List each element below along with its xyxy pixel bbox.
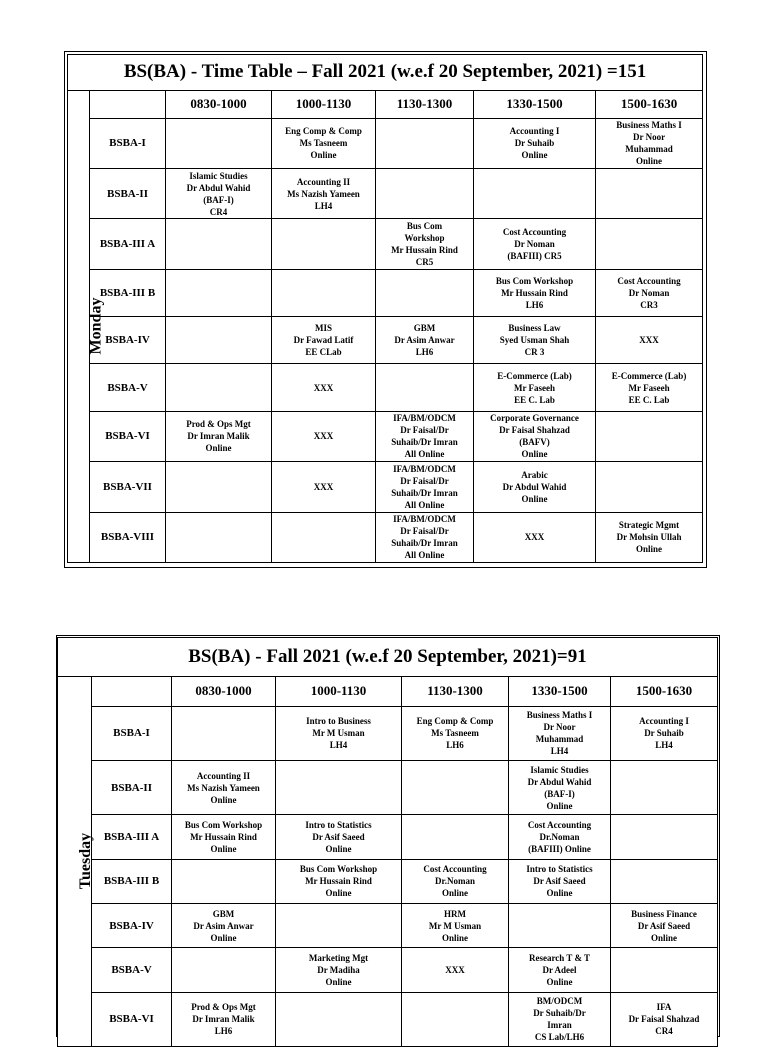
class-name: BSBA-III A (92, 815, 172, 859)
empty-cell (611, 859, 718, 903)
schedule-cell: XXX (402, 948, 509, 992)
empty-cell (376, 118, 474, 168)
schedule-cell: Business Finance Dr Asif Saeed Online (611, 903, 718, 947)
empty-cell (596, 411, 703, 461)
schedule-cell: Intro to Statistics Dr Asif Saeed Online (276, 815, 402, 859)
schedule-cell: Bus Com Workshop Mr Hussain Rind LH6 (474, 269, 596, 316)
empty-cell (376, 169, 474, 219)
timeslot-header: 1500-1630 (611, 676, 718, 706)
empty-cell (474, 169, 596, 219)
schedule-cell: Prod & Ops Mgt Dr Imran Malik Online (166, 411, 272, 461)
schedule-cell: Business Maths I Dr Noor Muhammad LH4 (509, 706, 611, 760)
schedule-cell: Research T & T Dr Adeel Online (509, 948, 611, 992)
empty-cell (166, 219, 272, 269)
schedule-cell: XXX (272, 364, 376, 411)
empty-cell (611, 948, 718, 992)
schedule-cell: Marketing Mgt Dr Madiha Online (276, 948, 402, 992)
empty-cell (166, 364, 272, 411)
day-label-cell (68, 90, 105, 562)
timeslot-header: 1130-1300 (376, 90, 474, 118)
class-name: BSBA-III B (90, 269, 166, 316)
schedule-cell: Islamic Studies Dr Abdul Wahid (BAF-I) CR4 (166, 169, 272, 219)
class-name: BSBA-III A (90, 219, 166, 269)
table-row (68, 118, 703, 168)
class-name: BSBA-I (92, 706, 172, 760)
class-name: BSBA-II (92, 761, 172, 815)
day-label: Tuesday (77, 833, 95, 890)
empty-cell (172, 859, 276, 903)
schedule-cell: Business Law Syed Usman Shah CR 3 (474, 317, 596, 364)
empty-cell (272, 269, 376, 316)
schedule-cell: Intro to Business Mr M Usman LH4 (276, 706, 402, 760)
schedule-cell: XXX (272, 411, 376, 461)
monday-timetable (67, 54, 703, 563)
class-name: BSBA-V (92, 948, 172, 992)
empty-cell (272, 219, 376, 269)
schedule-cell: Business Maths I Dr Noor Muhammad Online (596, 118, 703, 168)
empty-cell (402, 761, 509, 815)
timetable-title: BS(BA) - Fall 2021 (w.e.f 20 September, 2021)=91 (58, 638, 718, 677)
header-blank-cell (92, 676, 172, 706)
empty-cell (166, 512, 272, 563)
schedule-cell: E-Commerce (Lab) Mr Faseeh EE C. Lab (596, 364, 703, 411)
schedule-cell: Intro to Statistics Dr Asif Saeed Online (509, 859, 611, 903)
schedule-cell: IFA/BM/ODCM Dr Faisal/Dr Suhaib/Dr Imran All Online (376, 462, 474, 512)
empty-cell (172, 706, 276, 760)
day-label: Monday (87, 298, 105, 355)
schedule-cell: MIS Dr Fawad Latif EE CLab (272, 317, 376, 364)
empty-cell (276, 992, 402, 1046)
empty-cell (596, 462, 703, 512)
class-name: BSBA-VII (90, 462, 166, 512)
table-row (68, 169, 703, 219)
timeslot-header: 1000-1130 (276, 676, 402, 706)
schedule-cell: E-Commerce (Lab) Mr Faseeh EE C. Lab (474, 364, 596, 411)
table-row (68, 411, 703, 461)
schedule-cell: IFA/BM/ODCM Dr Faisal/Dr Suhaib/Dr Imran All Online (376, 512, 474, 563)
empty-cell (611, 815, 718, 859)
class-name: BSBA-I (90, 118, 166, 168)
schedule-cell: Bus Com Workshop Mr Hussain Rind Online (172, 815, 276, 859)
table-row (58, 948, 718, 992)
table-row (58, 992, 718, 1046)
schedule-cell: Accounting I Dr Suhaib Online (474, 118, 596, 168)
table-row (68, 512, 703, 563)
timeslot-header: 0830-1000 (166, 90, 272, 118)
header-blank-cell (90, 90, 166, 118)
table-row (68, 219, 703, 269)
day-label-cell (58, 676, 95, 1046)
empty-cell (376, 269, 474, 316)
table-row (58, 903, 718, 947)
class-name: BSBA-II (90, 169, 166, 219)
schedule-cell: Islamic Studies Dr Abdul Wahid (BAF-I) Online (509, 761, 611, 815)
empty-cell (596, 219, 703, 269)
class-name: BSBA-IV (92, 903, 172, 947)
schedule-cell: Cost Accounting Dr.Noman (BAFIII) Online (509, 815, 611, 859)
schedule-cell: Arabic Dr Abdul Wahid Online (474, 462, 596, 512)
empty-cell (276, 903, 402, 947)
schedule-cell: BM/ODCM Dr Suhaib/Dr Imran CS Lab/LH6 (509, 992, 611, 1046)
empty-cell (402, 815, 509, 859)
empty-cell (166, 317, 272, 364)
table-row (68, 462, 703, 512)
timeslot-header: 1330-1500 (474, 90, 596, 118)
schedule-cell: Accounting I Dr Suhaib LH4 (611, 706, 718, 760)
class-name: BSBA-V (90, 364, 166, 411)
schedule-cell: Accounting II Ms Nazish Yameen LH4 (272, 169, 376, 219)
empty-cell (172, 948, 276, 992)
timeslot-header: 1000-1130 (272, 90, 376, 118)
schedule-cell: Bus Com Workshop Mr Hussain Rind Online (276, 859, 402, 903)
empty-cell (509, 903, 611, 947)
schedule-cell: Bus Com Workshop Mr Hussain Rind CR5 (376, 219, 474, 269)
schedule-cell: Eng Comp & Comp Ms Tasneem Online (272, 118, 376, 168)
schedule-cell: Cost Accounting Dr Noman CR3 (596, 269, 703, 316)
empty-cell (166, 462, 272, 512)
class-name: BSBA-VIII (90, 512, 166, 563)
schedule-cell: Prod & Ops Mgt Dr Imran Malik LH6 (172, 992, 276, 1046)
schedule-cell: Corporate Governance Dr Faisal Shahzad (BAFV) Online (474, 411, 596, 461)
table-row (58, 761, 718, 815)
empty-cell (166, 118, 272, 168)
timeslot-header: 1500-1630 (596, 90, 703, 118)
timeslot-header: 0830-1000 (172, 676, 276, 706)
table-row (58, 815, 718, 859)
schedule-cell: Eng Comp & Comp Ms Tasneem LH6 (402, 706, 509, 760)
empty-cell (402, 992, 509, 1046)
table-row (58, 706, 718, 760)
schedule-cell: Accounting II Ms Nazish Yameen Online (172, 761, 276, 815)
timeslot-header: 1130-1300 (402, 676, 509, 706)
schedule-cell: Strategic Mgmt Dr Mohsin Ullah Online (596, 512, 703, 563)
schedule-cell: Cost Accounting Dr.Noman Online (402, 859, 509, 903)
timetable-title: BS(BA) - Time Table – Fall 2021 (w.e.f 20 September, 2021) =151 (68, 55, 703, 91)
timeslot-header: 1330-1500 (509, 676, 611, 706)
class-name: BSBA-III B (92, 859, 172, 903)
schedule-cell: XXX (272, 462, 376, 512)
table-row (68, 269, 703, 316)
schedule-cell: IFA/BM/ODCM Dr Faisal/Dr Suhaib/Dr Imran All Online (376, 411, 474, 461)
empty-cell (166, 269, 272, 316)
class-name: BSBA-VI (90, 411, 166, 461)
schedule-cell: XXX (596, 317, 703, 364)
table-row (68, 364, 703, 411)
table-row (58, 859, 718, 903)
empty-cell (376, 364, 474, 411)
class-name: BSBA-IV (90, 317, 166, 364)
schedule-cell: GBM Dr Asim Anwar Online (172, 903, 276, 947)
table-row (68, 317, 703, 364)
schedule-cell: GBM Dr Asim Anwar LH6 (376, 317, 474, 364)
class-name: BSBA-VI (92, 992, 172, 1046)
empty-cell (276, 761, 402, 815)
empty-cell (611, 761, 718, 815)
schedule-cell: Cost Accounting Dr Noman (BAFIII) CR5 (474, 219, 596, 269)
empty-cell (596, 169, 703, 219)
schedule-cell: IFA Dr Faisal Shahzad CR4 (611, 992, 718, 1046)
schedule-cell: XXX (474, 512, 596, 563)
tuesday-timetable (57, 637, 718, 1047)
empty-cell (272, 512, 376, 563)
schedule-cell: HRM Mr M Usman Online (402, 903, 509, 947)
